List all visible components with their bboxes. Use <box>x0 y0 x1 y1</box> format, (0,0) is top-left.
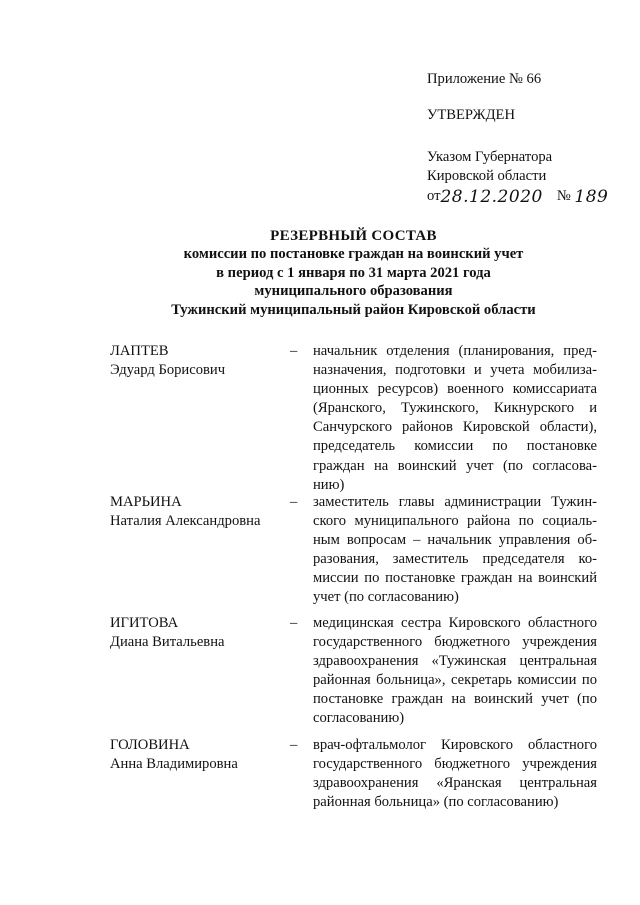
decree-line-1: Указом Губернатора <box>427 149 553 165</box>
decree-line-2: Кировской области <box>427 168 547 184</box>
member-dash: – <box>290 494 298 510</box>
handwritten-number: 189 <box>574 187 609 207</box>
member-name <box>110 614 285 652</box>
member-description: медицинская сестра Кировского областного государственного бюджетного учреждения здравоохранения «Тужинская центральная районная больница», секретарь комиссии по постановке граждан на воинский учет (по согласованию) <box>313 615 597 727</box>
member-name <box>110 342 285 380</box>
member-description: заместитель главы администрации Тужин-ского муниципального района по социаль-ным вопросам – начальник управления об-разования, заместитель председателя ко-миссии по постановке граждан на воинский учет (по согласованию) <box>313 494 597 606</box>
approval-block <box>427 70 627 208</box>
member-given-names: Диана Витальевна <box>110 634 225 650</box>
title-line-3: в период с 1 января по 31 марта 2021 года <box>216 264 491 281</box>
approved-label: УТВЕРЖДЕН <box>427 107 515 123</box>
date-prefix: от <box>427 188 441 204</box>
title-line-1: РЕЗЕРВНЫЙ СОСТАВ <box>270 228 437 244</box>
number-label: № <box>556 188 571 204</box>
member-given-names: Эдуард Борисович <box>110 362 226 378</box>
member-given-names: Анна Владимировна <box>110 756 238 772</box>
member-dash: – <box>290 343 298 359</box>
member-dash: – <box>290 615 298 631</box>
member-surname: ГОЛОВИНА <box>110 737 190 753</box>
handwritten-date: 28.12.2020 <box>440 187 543 207</box>
member-name <box>110 736 285 774</box>
title-line-5: Тужинский муниципальный район Кировской области <box>171 301 536 318</box>
member-description: начальник отделения (планирования, пред-назначения, подготовки и учета мобилиза-ционных ресурсов) военного комиссариата (Яранского, Тужинского, Кикнурского и Санчурского районов Кировской области), председатель комиссии по постановке граждан на воинский учет (по согласова-нию) <box>313 343 597 493</box>
title-line-4: муниципального образования <box>254 283 453 300</box>
member-surname: ИГИТОВА <box>110 615 179 631</box>
document-title <box>110 227 597 319</box>
appendix-number: Приложение № 66 <box>427 71 542 87</box>
member-given-names: Наталия Александровна <box>110 513 261 529</box>
member-dash: – <box>290 737 298 753</box>
member-name <box>110 493 285 531</box>
member-surname: ЛАПТЕВ <box>110 343 169 359</box>
member-description: врач-офтальмолог Кировского областного государственного бюджетного учреждения здравоохранения «Яранская центральная районная больница» (по согласованию) <box>313 737 597 811</box>
title-line-2: комиссии по постановке граждан на воинский учет <box>183 246 524 263</box>
date-number-line <box>427 186 627 208</box>
member-surname: МАРЬИНА <box>110 494 182 510</box>
